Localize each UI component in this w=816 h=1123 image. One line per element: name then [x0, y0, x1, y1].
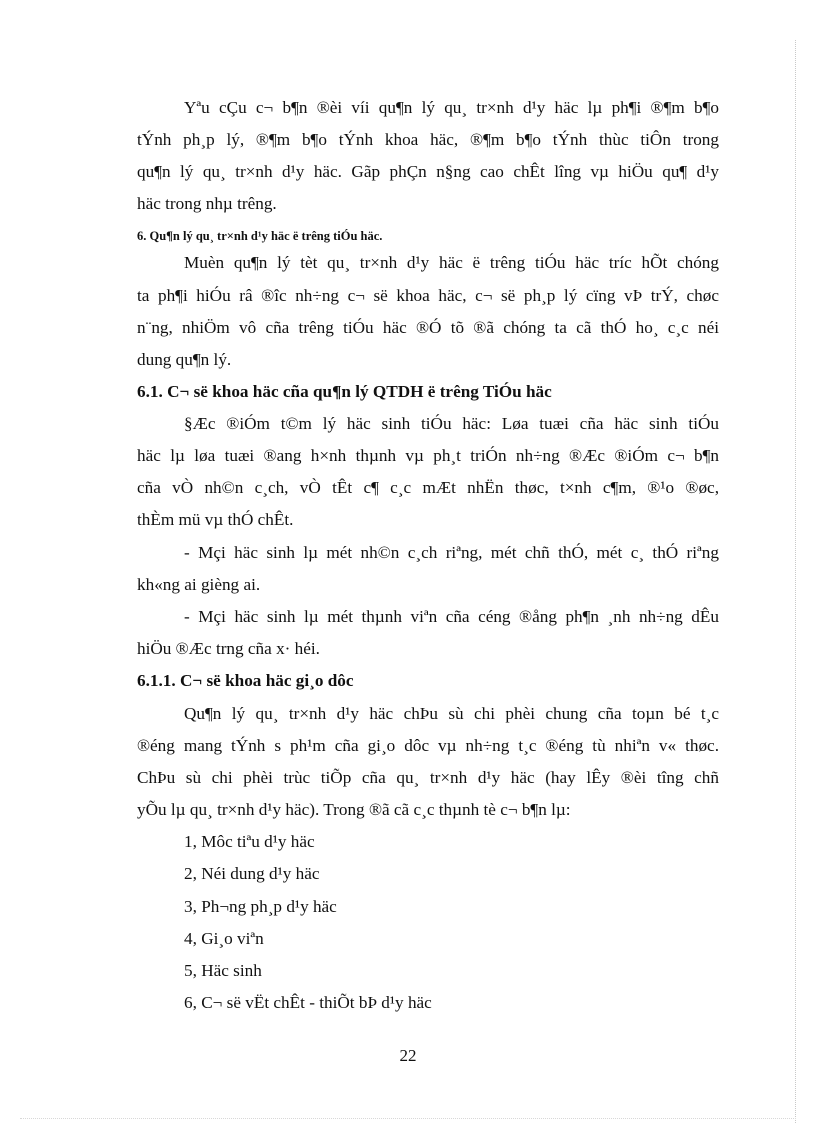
- bullet-line: hiÖu ®Æc trng cña x· héi.: [137, 639, 320, 658]
- page-number: 22: [399, 1046, 417, 1065]
- paragraph-line: Muèn qu¶n lý tèt qu¸ tr×nh d¹y häc ë trêng tiÓu häc tríc hÕt chóng: [184, 253, 719, 272]
- page-border-right: [795, 40, 796, 1123]
- subsubsection-heading: 6.1.1. C¬ së khoa häc gi¸o dôc: [137, 671, 354, 690]
- paragraph-line: dung qu¶n lý.: [137, 350, 232, 369]
- list-item: 2, Néi dung d¹y häc: [184, 864, 320, 883]
- bullet-line: - Mçi häc sinh lµ mét nh©n c¸ch riªng, mét chñ thÓ, mét c¸ thÓ riªng: [184, 543, 719, 562]
- paragraph-line: Qu¶n lý qu¸ tr×nh d¹y häc chÞu sù chi phèi chung cña toµn bé t¸c: [184, 704, 719, 723]
- section-heading: 6. Qu¶n lý qu¸ tr×nh d¹y häc ë trêng tiÓu häc.: [137, 229, 383, 243]
- page-border-bottom: [20, 1118, 796, 1119]
- paragraph-line: ®éng mang tÝnh s ph¹m cña gi¸o dôc vµ nh÷ng t¸c ®éng tù nhiªn v« thøc.: [137, 736, 719, 755]
- paragraph-line: cña vÒ nh©n c¸ch, vÒ tÊt c¶ c¸c mÆt nhËn thøc, t×nh c¶m, ®¹o ®øc,: [137, 478, 719, 497]
- paragraph-line: tÝnh ph¸p lý, ®¶m b¶o tÝnh khoa häc, ®¶m b¶o tÝnh thùc tiÔn trong: [137, 130, 719, 149]
- list-item: 3, Ph¬ng ph¸p d¹y häc: [184, 897, 337, 916]
- list-item: 1, Môc tiªu d¹y häc: [184, 832, 315, 851]
- subsection-heading: 6.1. C¬ së khoa häc cña qu¶n lý QTDH ë trêng TiÓu häc: [137, 382, 552, 401]
- bullet-line: - Mçi häc sinh lµ mét thµnh viªn cña céng ®ång ph¶n ¸nh nh÷ng dÊu: [184, 607, 719, 626]
- paragraph-line: häc trong nhµ trêng.: [137, 194, 277, 213]
- list-item: 5, Häc sinh: [184, 961, 262, 980]
- paragraph-line: §Æc ®iÓm t©m lý häc sinh tiÓu häc: Løa tuæi cña häc sinh tiÓu: [184, 414, 719, 433]
- paragraph-line: n¨ng, nhiÖm vô cña trêng tiÓu häc ®Ó tõ ®ã chóng ta cã thÓ ho¸ c¸c néi: [137, 318, 719, 337]
- paragraph-line: yÕu lµ qu¸ tr×nh d¹y häc). Trong ®ã cã c¸c thµnh tè c¬ b¶n lµ:: [137, 800, 571, 819]
- paragraph-line: Yªu cÇu c¬ b¶n ®èi víi qu¶n lý qu¸ tr×nh d¹y häc lµ ph¶i ®¶m b¶o: [184, 98, 719, 117]
- paragraph-line: ChÞu sù chi phèi trùc tiÕp cña qu¸ tr×nh d¹y häc (hay lÊy ®èi tîng chñ: [137, 768, 719, 787]
- paragraph-line: thÈm mü vµ thÓ chÊt.: [137, 510, 294, 529]
- list-item: 4, Gi¸o viªn: [184, 929, 264, 948]
- bullet-line: kh«ng ai gièng ai.: [137, 575, 261, 594]
- paragraph-line: qu¶n lý qu¸ tr×nh d¹y häc. Gãp phÇn n§ng cao chÊt lîng vµ hiÖu qu¶ d¹y: [137, 162, 719, 181]
- paragraph-line: ta ph¶i hiÓu râ ®îc nh÷ng c¬ së khoa häc, c¬ së ph¸p lý cïng vÞ trÝ, chøc: [137, 286, 719, 305]
- paragraph-line: häc lµ løa tuæi ®ang h×nh thµnh vµ ph¸t triÓn nh÷ng ®Æc ®iÓm c¬ b¶n: [137, 446, 719, 465]
- list-item: 6, C¬ së vËt chÊt - thiÕt bÞ d¹y häc: [184, 993, 432, 1012]
